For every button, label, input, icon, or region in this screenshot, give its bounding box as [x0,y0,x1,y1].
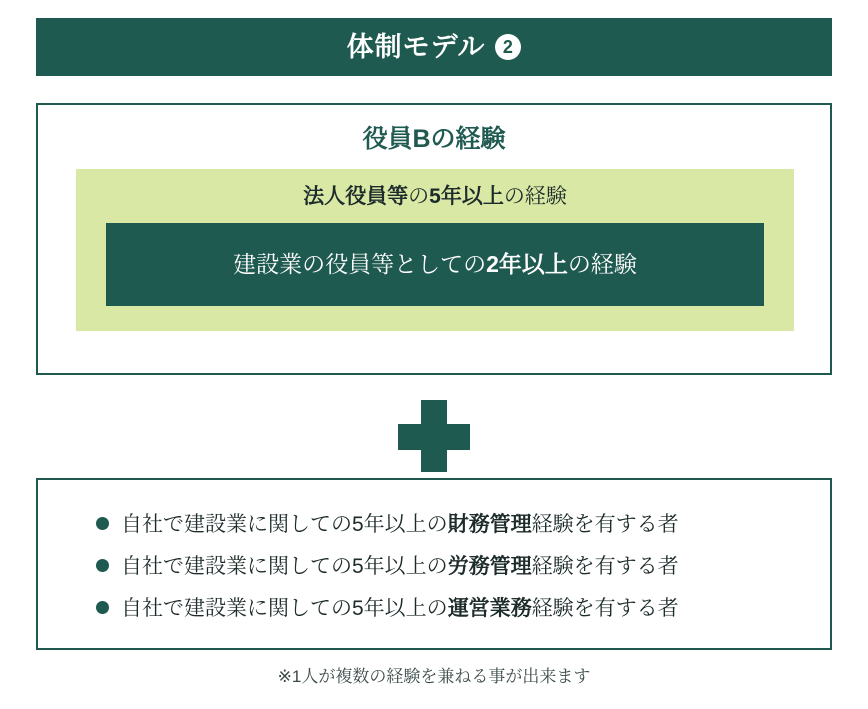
list-item-prefix: 自社で建設業に関しての5年以上の [121,597,448,620]
dark-band-bold: 2年以上 [486,251,568,277]
dark-band-text [233,253,637,276]
green-panel-middle: の [408,185,430,208]
list-item-bold: 運営業務 [447,597,532,620]
list-item-bold: 財務管理 [447,513,532,536]
title-banner [36,18,832,76]
green-requirement-panel [76,169,794,331]
dark-requirement-band [106,223,764,306]
green-panel-suffix: の経験 [503,185,567,208]
title-text [346,31,522,62]
bullet-icon [96,559,109,572]
title-label: 体制モデル [346,31,486,62]
green-panel-highlight: 5年以上 [429,185,504,208]
list-item-bold: 労務管理 [447,555,532,578]
dark-band-prefix: 建設業の役員等としての [233,251,487,277]
bullet-icon [96,601,109,614]
list-item-suffix: 経験を有する者 [531,513,679,536]
plus-icon-vertical-bar [421,400,447,472]
dark-band-suffix: の経験 [567,251,637,277]
list-item-suffix: 経験を有する者 [531,555,679,578]
list-item-text [121,592,679,622]
list-item [96,502,830,544]
plus-icon [398,400,470,472]
green-panel-prefix: 法人役員等 [303,185,409,208]
list-item [96,586,830,628]
list-item-prefix: 自社で建設業に関しての5年以上の [121,513,448,536]
list-item [96,544,830,586]
experience-heading: 役員Bの経験 [362,125,506,153]
list-item-text [121,550,679,580]
requirements-box [36,478,832,650]
green-panel-text [76,186,794,207]
list-item-suffix: 経験を有する者 [531,597,679,620]
bullet-icon [96,517,109,530]
title-badge-number: 2 [495,34,521,60]
footnote: ※1人が複数の経験を兼ねる事が出来ます [277,667,591,686]
experience-box [36,103,832,375]
list-item-text [121,508,679,538]
list-item-prefix: 自社で建設業に関しての5年以上の [121,555,448,578]
